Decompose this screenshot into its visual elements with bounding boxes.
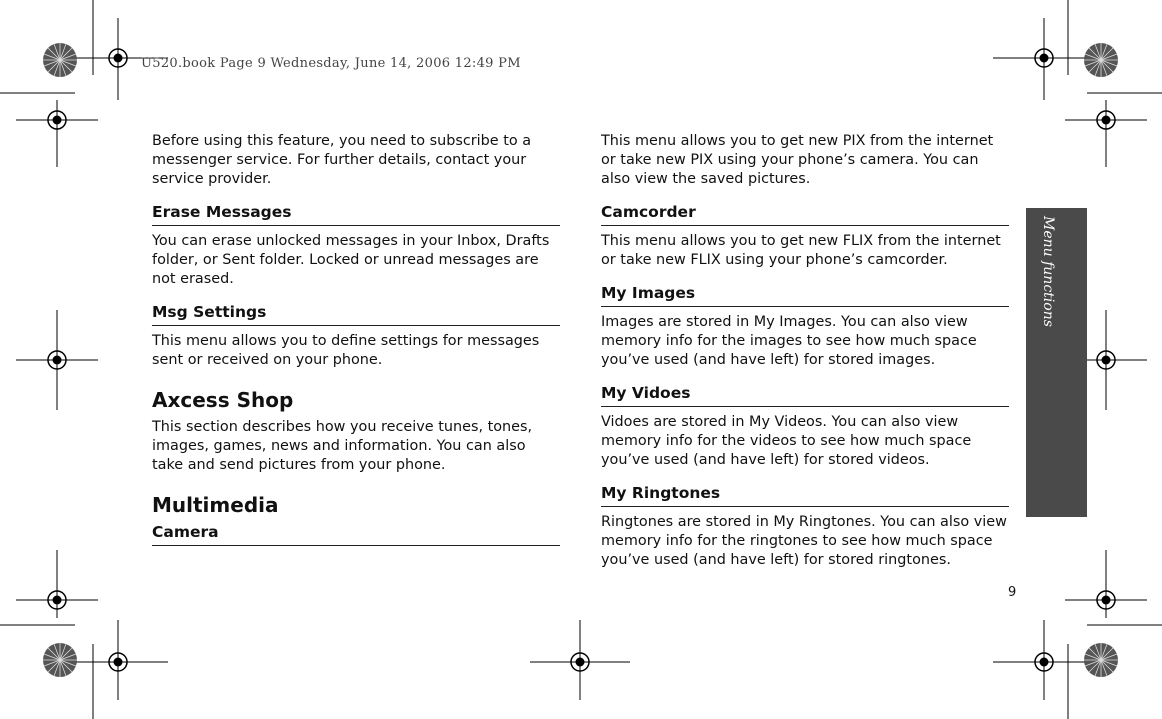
axcess-shop-text: This section describes how you receive tunes, tones, images, games, news and information. You can also take and send pictures from your phone. <box>152 419 533 473</box>
page-number: 9 <box>1008 585 1017 600</box>
messenger-intro-text: Before using this feature, you need to subscribe to a messenger service. For further details, contact your service provider. <box>152 133 532 187</box>
my-images-text: Images are stored in My Images. You can also view memory info for the images to see how much space you’ve used (and have left) for stored images. <box>601 314 977 368</box>
my-ringtones-text: Ringtones are stored in My Ringtones. You can also view memory info for the ringtones to see how much space you’ve used (and have left) for stored ringtones. <box>601 514 1007 568</box>
msg-settings-heading: Msg Settings <box>152 303 560 326</box>
camcorder-heading: Camcorder <box>601 203 1009 226</box>
my-videos-text: Vidoes are stored in My Videos. You can also view memory info for the videos to see how much space you’ve used (and have left) for stored videos. <box>601 414 972 468</box>
my-ringtones-heading: My Ringtones <box>601 484 1009 507</box>
chapter-side-tab <box>1026 208 1087 517</box>
my-images-heading: My Images <box>601 284 1009 307</box>
book-header-stamp: U520.book Page 9 Wednesday, June 14, 2006 12:49 PM <box>141 56 521 71</box>
camera-intro-text: This menu allows you to get new PIX from the internet or take new PIX using your phone’s camera. You can also view the saved pictures. <box>601 133 994 187</box>
camcorder-text: This menu allows you to get new FLIX from the internet or take new FLIX using your phone’s camcorder. <box>601 233 1001 268</box>
left-column <box>152 132 560 552</box>
msg-settings-text: This menu allows you to define settings for messages sent or received on your phone. <box>152 333 540 368</box>
axcess-shop-heading: Axcess Shop <box>152 388 294 412</box>
erase-messages-heading: Erase Messages <box>152 203 560 226</box>
multimedia-heading: Multimedia <box>152 493 279 517</box>
right-column <box>601 132 1009 570</box>
camera-heading: Camera <box>152 523 560 546</box>
side-tab-label: Menu functions <box>1040 216 1056 327</box>
erase-messages-text: You can erase unlocked messages in your Inbox, Drafts folder, or Sent folder. Locked or unread messages are not erased. <box>152 233 550 287</box>
my-videos-heading: My Vidoes <box>601 384 1009 407</box>
